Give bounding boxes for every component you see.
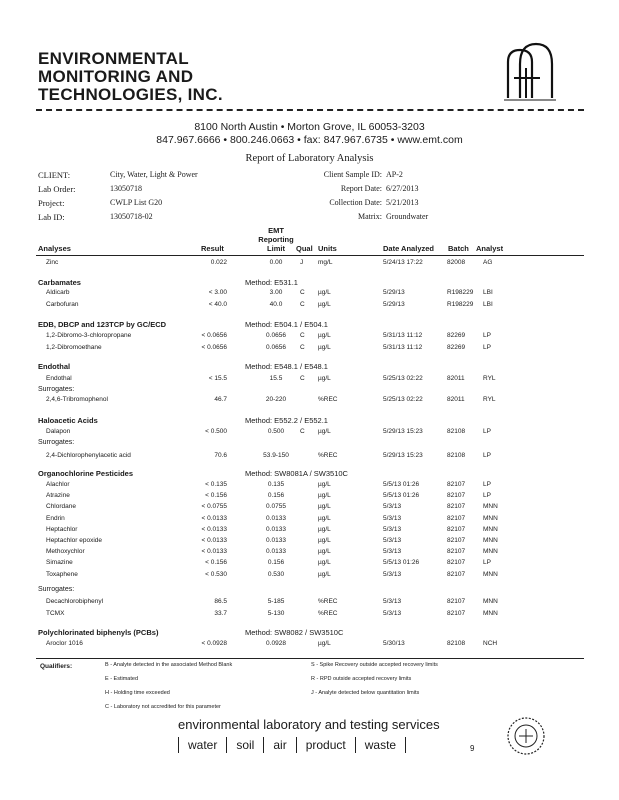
company-name-line1: ENVIRONMENTAL xyxy=(38,49,189,68)
analyte-analyst: LBI xyxy=(483,289,493,296)
analyte-name: Atrazine xyxy=(46,492,70,500)
analyte-date: 5/29/13 xyxy=(383,301,405,308)
analyte-result: < 0.0133 xyxy=(201,537,227,544)
analyte-date: 5/3/13 xyxy=(383,514,402,522)
analyte-units: µg/L xyxy=(318,640,331,647)
analyte-units: µg/L xyxy=(318,537,331,544)
analyte-analyst: MNN xyxy=(483,609,498,617)
analyte-rl: 0.156 xyxy=(267,559,285,567)
analyte-analyst: RYL xyxy=(483,375,496,382)
analyte-batch: 82107 xyxy=(447,492,466,500)
table-row xyxy=(0,537,619,547)
table-row xyxy=(0,332,619,342)
analyte-rl: 40.0 xyxy=(269,301,283,308)
analyte-rl: 0.0755 xyxy=(266,503,286,511)
section-method: Method: E548.1 / E548.1 xyxy=(245,362,328,371)
col-analyst: Analyst xyxy=(476,244,504,253)
analyte-name: 1,2-Dibromoethane xyxy=(46,344,102,351)
section-title: EDB, DBCP and 123TCP by GC/ECD xyxy=(38,320,167,329)
analyte-batch: 82107 xyxy=(447,514,466,522)
analyte-result: < 0.0928 xyxy=(201,640,227,647)
table-row xyxy=(0,526,619,536)
table-row xyxy=(0,344,619,354)
analyte-batch: R198229 xyxy=(447,301,474,308)
table-row xyxy=(0,259,619,269)
analyte-date: 5/3/13 xyxy=(383,570,402,578)
analyte-result: 70.6 xyxy=(214,452,227,459)
table-row xyxy=(0,428,619,438)
lab-id-label: Lab ID: xyxy=(38,212,65,222)
analyte-name: 2,4,6-Tribromophenol xyxy=(46,396,108,403)
analyte-batch: 82011 xyxy=(447,396,465,403)
analyte-batch: 82107 xyxy=(447,503,466,511)
analyte-name: Alachlor xyxy=(46,481,70,488)
client-sample-id-label: Client Sample ID: xyxy=(323,170,382,179)
client-label: CLIENT: xyxy=(38,170,71,180)
header-divider xyxy=(36,109,584,111)
analyte-units: %REC xyxy=(318,452,338,459)
section-title: Carbamates xyxy=(38,278,81,287)
analyte-date: 5/31/13 11:12 xyxy=(383,332,423,339)
analyte-units: µg/L xyxy=(318,332,331,339)
analyte-result: 33.7 xyxy=(214,609,227,617)
section-title: Polychlorinated biphenyls (PCBs) xyxy=(38,628,159,637)
analyte-batch: 82107 xyxy=(447,548,466,556)
analyte-analyst: MNN xyxy=(483,598,498,605)
analyte-result: < 0.0133 xyxy=(201,514,227,522)
footer-item-water: water xyxy=(178,737,226,753)
analyte-date: 5/29/13 15:23 xyxy=(383,428,423,435)
col-date: Date Analyzed xyxy=(383,244,434,253)
analyte-rl: 0.0656 xyxy=(266,332,286,339)
lab-order-value: 13050718 xyxy=(110,184,142,193)
footer-item-product: product xyxy=(296,737,355,753)
analyte-rl: 53.9-150 xyxy=(263,452,289,459)
analyte-result: 0.022 xyxy=(210,259,227,266)
analyte-rl: 0.0133 xyxy=(266,514,286,522)
analyte-rl: 0.530 xyxy=(267,570,285,578)
analyte-analyst: LP xyxy=(483,452,491,459)
footer-tagline: environmental laboratory and testing services xyxy=(178,717,440,732)
analyte-qual: J xyxy=(300,259,304,266)
analyte-batch: 82269 xyxy=(447,344,466,351)
col-rl-line2: Reporting xyxy=(258,235,294,244)
qualifier-s: S - Spike Recovery outside accepted recovery limits xyxy=(311,662,438,668)
analyte-date: 5/5/13 01:26 xyxy=(383,559,420,567)
analyte-units: µg/L xyxy=(318,559,331,567)
analyte-analyst: MNN xyxy=(483,570,498,578)
analyte-date: 5/25/13 02:22 xyxy=(383,396,423,403)
col-units: Units xyxy=(318,244,337,253)
footer-services xyxy=(178,737,406,753)
analyte-result: < 0.156 xyxy=(205,559,227,567)
analyte-date: 5/3/13 xyxy=(383,503,402,511)
analyte-result: < 3.00 xyxy=(208,289,227,296)
analyte-qual: C xyxy=(300,344,305,351)
analyte-analyst: LP xyxy=(483,492,491,500)
analyte-rl: 3.00 xyxy=(269,289,283,296)
col-rl-line1: EMT xyxy=(268,226,284,235)
analyte-units: µg/L xyxy=(318,503,331,511)
analyte-batch: 82107 xyxy=(447,537,466,544)
analyte-rl: 0.0133 xyxy=(266,537,286,544)
table-row xyxy=(0,571,619,581)
analyte-units: %REC xyxy=(318,396,338,403)
analyte-units: µg/L xyxy=(318,344,331,351)
analyte-units: µg/L xyxy=(318,375,331,382)
section-method: Method: E552.2 / E552.1 xyxy=(245,416,328,425)
analyte-name: Aroclor 1016 xyxy=(46,640,83,647)
qualifier-j: J - Analyte detected below quantitation limits xyxy=(311,690,420,696)
company-name-line3: TECHNOLOGIES, INC. xyxy=(38,85,223,104)
analyte-date: 5/5/13 01:26 xyxy=(383,481,420,488)
analyte-result: 46.7 xyxy=(214,396,227,403)
analyte-batch: 82108 xyxy=(447,428,466,435)
analyte-date: 5/29/13 xyxy=(383,289,405,296)
analyte-rl: 0.00 xyxy=(269,259,283,266)
report-date-label: Report Date: xyxy=(340,184,382,193)
analyte-name: Aldicarb xyxy=(46,289,70,296)
analyte-rl: 0.156 xyxy=(267,492,285,500)
analyte-analyst: MNN xyxy=(483,548,498,556)
analyte-analyst: MNN xyxy=(483,503,498,511)
accreditation-seal-icon xyxy=(506,716,546,756)
company-contact: 847.967.6666 • 800.246.0663 • fax: 847.967.6735 • www.emt.com xyxy=(156,134,463,146)
analyte-qual: C xyxy=(300,428,305,435)
footer-item-waste: waste xyxy=(355,737,406,753)
lab-id-value: 13050718-02 xyxy=(110,212,153,221)
analyte-batch: 82107 xyxy=(447,570,466,578)
collection-date-label: Collection Date: xyxy=(329,198,382,207)
lab-order-label: Lab Order: xyxy=(38,184,76,194)
analyte-batch: 82108 xyxy=(447,452,466,459)
analyte-date: 5/5/13 01:26 xyxy=(383,492,420,500)
analyte-name: Endothal xyxy=(46,375,72,382)
matrix-label: Matrix: xyxy=(358,212,382,221)
analyte-date: 5/3/13 xyxy=(383,609,402,617)
analyte-units: µg/L xyxy=(318,481,331,488)
analyte-name: Simazine xyxy=(46,559,73,567)
analyte-date: 5/29/13 15:23 xyxy=(383,452,423,459)
analyte-batch: 82011 xyxy=(447,375,465,382)
surrogates-label: Surrogates: xyxy=(38,439,75,446)
report-date-value: 6/27/2013 xyxy=(386,184,419,193)
analyte-batch: 82269 xyxy=(447,332,466,339)
analyte-name: Heptachlor xyxy=(46,525,78,533)
analyte-qual: C xyxy=(300,332,305,339)
surrogates-label: Surrogates: xyxy=(38,386,75,393)
analyte-rl: 0.135 xyxy=(267,481,285,488)
surrogates-label: Surrogates: xyxy=(38,586,75,593)
analyte-batch: R198229 xyxy=(447,289,474,296)
table-row xyxy=(0,289,619,299)
analyte-analyst: LP xyxy=(483,344,491,351)
analyte-name: Decachlorobiphenyl xyxy=(46,598,104,605)
analyte-date: 5/25/13 02:22 xyxy=(383,375,423,382)
analyte-units: µg/L xyxy=(318,570,331,578)
col-result: Result xyxy=(201,244,224,253)
table-row xyxy=(0,610,619,620)
analyte-name: Zinc xyxy=(46,259,59,266)
section-method: Method: SW8081A / SW3510C xyxy=(245,469,348,478)
analyte-batch: 82107 xyxy=(447,609,466,617)
footer-item-air: air xyxy=(263,737,295,753)
analyte-name: Methoxychlor xyxy=(46,548,85,556)
analyte-rl: 0.0133 xyxy=(266,548,286,556)
analyte-qual: C xyxy=(300,289,305,296)
analyte-analyst: LP xyxy=(483,559,491,567)
analyte-name: Dalapon xyxy=(46,428,71,435)
analyte-rl: 0.0133 xyxy=(266,525,286,533)
section-method: Method: SW8082 / SW3510C xyxy=(245,628,344,637)
analyte-analyst: LP xyxy=(483,481,491,488)
collection-date-value: 5/21/2013 xyxy=(386,198,419,207)
analyte-result: < 0.0133 xyxy=(201,548,227,556)
page-number: 9 xyxy=(470,744,475,753)
col-batch: Batch xyxy=(448,244,469,253)
analyte-units: %REC xyxy=(318,598,338,605)
col-analyses: Analyses xyxy=(38,244,71,253)
analyte-result: < 0.135 xyxy=(205,481,227,488)
table-row xyxy=(0,559,619,569)
table-row xyxy=(0,640,619,650)
analyte-result: < 0.530 xyxy=(205,570,227,578)
col-qual: Qual xyxy=(296,244,313,253)
section-method: Method: E531.1 xyxy=(245,278,298,287)
analyte-units: µg/L xyxy=(318,301,331,308)
analyte-qual: C xyxy=(300,301,305,308)
analyte-name: Endrin xyxy=(46,514,65,522)
analyte-date: 5/3/13 xyxy=(383,525,402,533)
analyte-analyst: AG xyxy=(483,259,493,266)
analyte-rl: 5-130 xyxy=(267,609,285,617)
analyte-name: 1,2-Dibromo-3-chloropropane xyxy=(46,332,132,339)
analyte-analyst: MNN xyxy=(483,514,498,522)
qualifier-b: B - Analyte detected in the associated Method Blank xyxy=(105,662,233,668)
analyte-rl: 5-185 xyxy=(267,598,285,605)
section-title: Endothal xyxy=(38,362,71,371)
analyte-analyst: LP xyxy=(483,332,491,339)
table-row xyxy=(0,492,619,502)
analyte-analyst: MNN xyxy=(483,537,498,544)
section-title: Organochlorine Pesticides xyxy=(38,469,134,478)
analyte-result: < 0.0656 xyxy=(201,332,227,339)
table-row xyxy=(0,515,619,525)
analyte-date: 5/3/13 xyxy=(383,537,402,544)
analyte-rl: 0.0656 xyxy=(266,344,286,351)
project-value: CWLP List G20 xyxy=(110,198,163,207)
col-rl-line3: Limit xyxy=(267,244,285,253)
analyte-analyst: RYL xyxy=(483,396,496,403)
qualifier-r: R - RPD outside accepted recovery limits xyxy=(311,676,412,682)
analyte-name: TCMX xyxy=(46,609,65,617)
analyte-batch: 82108 xyxy=(447,640,466,647)
qualifiers-label: Qualifiers: xyxy=(40,663,73,670)
analyte-batch: 82008 xyxy=(447,259,466,266)
report-title: Report of Laboratory Analysis xyxy=(245,153,374,164)
analyte-result: < 15.5 xyxy=(208,375,227,382)
analyte-units: mg/L xyxy=(318,259,333,266)
project-label: Project: xyxy=(38,198,65,208)
analyte-analyst: NCH xyxy=(483,640,498,647)
analyte-result: < 40.0 xyxy=(208,301,227,308)
emt-logo-icon xyxy=(500,40,558,106)
analyte-name: Carbofuran xyxy=(46,301,79,308)
analyte-batch: 82107 xyxy=(447,525,466,533)
analyte-result: < 0.0133 xyxy=(201,525,227,533)
analyte-analyst: MNN xyxy=(483,525,498,533)
analyte-batch: 82107 xyxy=(447,481,466,488)
analyte-rl: 20-220 xyxy=(265,396,287,403)
client-sample-id-value: AP-2 xyxy=(386,170,403,179)
qualifier-h: H - Holding time exceeded xyxy=(105,690,170,696)
analyte-date: 5/31/13 11:12 xyxy=(383,344,423,351)
section-title: Haloacetic Acids xyxy=(38,416,98,425)
analyte-result: < 0.500 xyxy=(205,428,227,435)
table-row xyxy=(0,481,619,491)
analyte-qual: C xyxy=(300,375,305,382)
section-method: Method: E504.1 / E504.1 xyxy=(245,320,328,329)
client-value: City, Water, Light & Power xyxy=(110,170,198,179)
analyte-units: µg/L xyxy=(318,525,331,533)
qualifier-c: C - Laboratory not accredited for this parameter xyxy=(105,704,221,710)
qualifier-e: E - Estimated xyxy=(105,676,139,682)
analyte-date: 5/3/13 xyxy=(383,548,402,556)
analyte-units: µg/L xyxy=(318,428,331,435)
table-row xyxy=(0,503,619,513)
table-row xyxy=(0,375,619,385)
analyte-result: < 0.0656 xyxy=(201,344,227,351)
analyte-date: 5/24/13 17:22 xyxy=(383,259,423,266)
analyte-units: %REC xyxy=(318,609,338,617)
analyte-analyst: LP xyxy=(483,428,491,435)
table-header-rule xyxy=(36,255,584,256)
company-name-line2: MONITORING AND xyxy=(38,67,194,86)
company-address: 8100 North Austin • Morton Grove, IL 60053-3203 xyxy=(194,121,425,133)
analyte-name: Heptachlor epoxide xyxy=(46,537,103,544)
analyte-rl: 15.5 xyxy=(269,375,283,382)
analyte-batch: 82107 xyxy=(447,598,466,605)
footer-item-soil: soil xyxy=(226,737,263,753)
analyte-rl: 0.0928 xyxy=(266,640,286,647)
analyte-batch: 82107 xyxy=(447,559,466,567)
analyte-result: < 0.0755 xyxy=(201,503,227,511)
analyte-date: 5/3/13 xyxy=(383,598,402,605)
analyte-units: µg/L xyxy=(318,514,331,522)
qualifiers-rule xyxy=(36,658,584,659)
table-row xyxy=(0,598,619,608)
analyte-name: Chlordane xyxy=(46,503,76,511)
analyte-date: 5/30/13 xyxy=(383,640,405,647)
analyte-units: µg/L xyxy=(318,548,331,556)
table-row xyxy=(0,301,619,311)
matrix-value: Groundwater xyxy=(386,212,429,221)
analyte-units: µg/L xyxy=(318,492,331,500)
analyte-result: 86.5 xyxy=(214,598,227,605)
analyte-result: < 0.156 xyxy=(205,492,227,500)
table-row xyxy=(0,396,619,406)
analyte-analyst: LBI xyxy=(483,301,493,308)
table-row xyxy=(0,548,619,558)
analyte-units: µg/L xyxy=(318,289,331,296)
analyte-rl: 0.500 xyxy=(267,428,285,435)
table-row xyxy=(0,452,619,462)
analyte-name: 2,4-Dichlorophenylacetic acid xyxy=(46,452,131,459)
analyte-name: Toxaphene xyxy=(46,570,78,578)
